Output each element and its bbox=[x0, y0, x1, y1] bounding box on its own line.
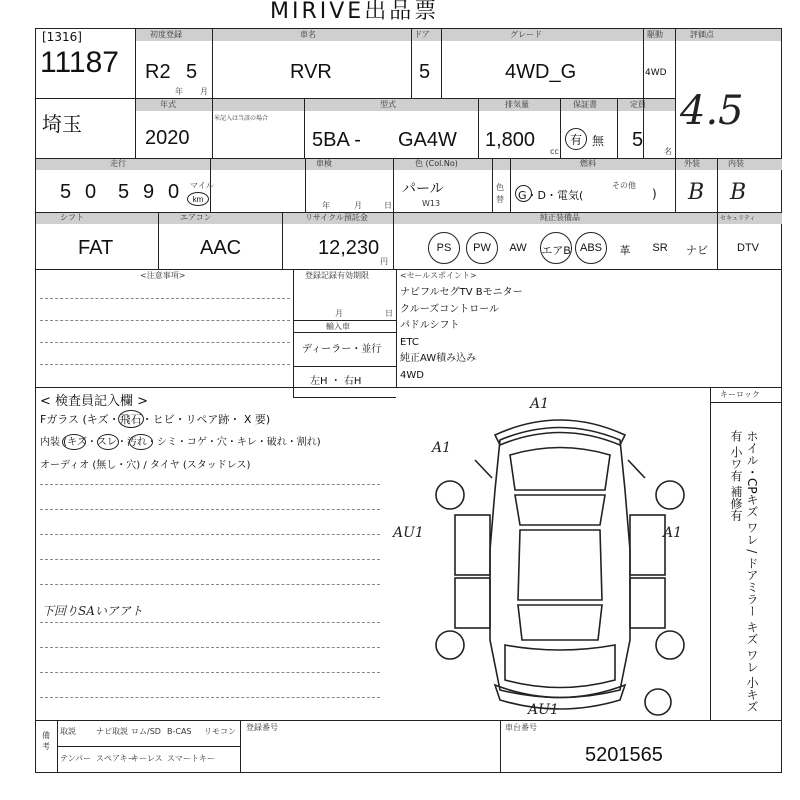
label-hyoka: 評価点 bbox=[690, 30, 714, 39]
sales-point: ナビフルセグTV Bモニター bbox=[400, 287, 523, 298]
fuel-options: G・D・電気( bbox=[518, 189, 584, 202]
accessory-item: リモコン bbox=[204, 727, 236, 736]
inspector-note: 下回りSAいアアト bbox=[42, 604, 143, 618]
label-security: セキュリティ bbox=[720, 215, 756, 222]
door-count: 5 bbox=[419, 61, 431, 83]
accessory-item: キーレス bbox=[131, 754, 163, 763]
equipment-item: ナビ bbox=[686, 245, 708, 257]
fuel-close: ) bbox=[652, 187, 657, 201]
equipment-item: PS bbox=[436, 242, 452, 254]
label-sales: <セールスポイント> bbox=[400, 271, 477, 280]
right-rear-wheel bbox=[656, 631, 684, 659]
label-nen2: 年 bbox=[322, 201, 330, 210]
accessory-item: スペアキー bbox=[96, 754, 136, 763]
grade: 4WD_G bbox=[505, 61, 577, 83]
interior-line: 内装 (キズ・スレ・汚れ・シミ・コゲ・穴・キレ・破れ・割れ) bbox=[40, 437, 321, 448]
label-kilo: キーロック bbox=[720, 390, 760, 399]
label-aircon: エアコン bbox=[180, 213, 212, 222]
lot-code: [1316] bbox=[42, 30, 82, 44]
aircon-type: AAC bbox=[200, 237, 242, 259]
dealer-line: ディーラー・並行 bbox=[302, 344, 382, 355]
label-shamei: 車名 bbox=[300, 30, 316, 39]
right-front-wheel bbox=[656, 481, 684, 509]
mark-front-left: A1 bbox=[432, 440, 452, 456]
hood bbox=[510, 448, 610, 491]
reg-era: R2 bbox=[145, 61, 171, 83]
label-tsuki2: 月 bbox=[354, 201, 362, 210]
trunk bbox=[505, 645, 615, 688]
sales-point: 4WD bbox=[400, 369, 424, 381]
label-haikiryo: 排気量 bbox=[505, 100, 529, 109]
spare-wheel bbox=[645, 689, 671, 715]
color-code: W13 bbox=[422, 199, 441, 208]
rear-bumper bbox=[495, 685, 625, 709]
accessory-item: 取説 bbox=[60, 727, 76, 736]
equipment-item: SR bbox=[652, 242, 668, 254]
label-kensa: < 検査員記入欄 > bbox=[40, 394, 149, 409]
label-grade: グレード bbox=[510, 30, 542, 39]
label-nenshiki: 年式 bbox=[160, 100, 176, 109]
warranty-yes: 有 bbox=[569, 132, 582, 147]
label-door: ドア bbox=[414, 30, 430, 39]
mileage-digit: 5 bbox=[118, 181, 130, 203]
warranty-yes-circle bbox=[565, 128, 587, 150]
windshield-line: Fガラス (キズ・飛石・ヒビ・リペア跡・ X 要) bbox=[40, 413, 271, 426]
model-prefix: 5BA - bbox=[312, 129, 361, 151]
displacement: 1,800 bbox=[485, 129, 536, 151]
right-rear-door bbox=[630, 578, 665, 628]
label-nen: 年 bbox=[175, 87, 183, 96]
sales-point: ETC bbox=[400, 336, 419, 348]
model-code: GA4W bbox=[398, 129, 457, 151]
accessory-item: スマートキー bbox=[167, 754, 215, 763]
mileage-digit: 9 bbox=[143, 181, 155, 203]
label-junsei: 純正装備品 bbox=[540, 213, 580, 222]
interior-grade: B bbox=[730, 180, 747, 205]
label-touroku: 登録記録有効期限 bbox=[305, 271, 369, 280]
equipment-item: AW bbox=[509, 242, 527, 254]
left-rear-door bbox=[455, 578, 490, 628]
label-sonota: その他 bbox=[612, 181, 636, 190]
accessory-item: ナビ取説 bbox=[96, 727, 128, 736]
accessory-item: ロム/SD bbox=[131, 727, 161, 736]
equipment-item: エアB bbox=[541, 245, 571, 257]
label-mile: マイル bbox=[190, 181, 214, 190]
windshield bbox=[515, 495, 605, 525]
equipment-item: DTV bbox=[737, 242, 759, 254]
km-unit: km bbox=[192, 194, 204, 204]
label-iro: 色 (Col.No) bbox=[415, 159, 458, 168]
label-bikou: 備考 bbox=[42, 731, 50, 751]
score: 4.5 bbox=[680, 88, 744, 134]
label-shift: シフト bbox=[60, 213, 84, 222]
chassis-number: 5201565 bbox=[585, 744, 663, 766]
dealer-label: 輸入車 bbox=[326, 322, 350, 331]
sales-point: 純正AW積み込み bbox=[400, 353, 477, 364]
rear-window bbox=[518, 605, 602, 640]
front-bumper bbox=[495, 420, 625, 445]
label-kudo: 駆動 bbox=[647, 30, 663, 39]
sales-point: パドルシフト bbox=[400, 320, 460, 331]
label-recycle: リサイクル預託金 bbox=[305, 213, 368, 222]
lot-number: 11187 bbox=[40, 46, 119, 79]
model-year: 2020 bbox=[145, 127, 190, 149]
accessory-item: B-CAS bbox=[167, 727, 192, 736]
mark-left: AU1 bbox=[393, 525, 424, 541]
label-nichi2: 日 bbox=[385, 309, 393, 318]
car-damage-diagram bbox=[420, 400, 700, 720]
reg-month: 5 bbox=[186, 61, 198, 83]
warranty-no: 無 bbox=[592, 134, 605, 148]
accessory-item: テンパー bbox=[60, 754, 92, 763]
mileage bbox=[50, 180, 200, 206]
mark-rear: AU1 bbox=[528, 702, 559, 718]
capacity: 5 bbox=[632, 129, 644, 151]
label-iro-kae: 色替 bbox=[496, 183, 504, 204]
mileage-digit: 0 bbox=[168, 181, 180, 203]
label-teiin: 定員 bbox=[630, 100, 646, 109]
label-nenryo: 燃料 bbox=[580, 159, 596, 168]
label-hoshosho: 保証書 bbox=[573, 100, 597, 109]
car-body-outline bbox=[490, 428, 630, 698]
recycle-fee: 12,230 bbox=[318, 237, 380, 259]
label-sokou: 走行 bbox=[110, 159, 126, 168]
audio-line: オーディオ (無し・穴) / タイヤ (スタッドレス) bbox=[40, 460, 251, 471]
drive-type: 4WD bbox=[645, 68, 667, 78]
label-tourokubango: 登録番号 bbox=[246, 723, 278, 732]
equipment-item: PW bbox=[473, 242, 491, 254]
mileage-digit: 0 bbox=[85, 181, 97, 203]
label-katashiki: 型式 bbox=[380, 100, 396, 109]
right-front-door bbox=[630, 515, 665, 575]
label-naiso: 内装 bbox=[728, 159, 744, 168]
side-note: ホイル・CPキズ ワレ / ドアミラー キズ ワレ 小キズ有 小ワ有 補修有 bbox=[729, 430, 759, 713]
km-circle bbox=[187, 192, 209, 206]
label-en: 円 bbox=[380, 257, 388, 266]
car-name: RVR bbox=[290, 61, 332, 83]
handle-line: 左H ・ 右H bbox=[310, 376, 362, 387]
roof bbox=[518, 530, 602, 600]
left-front-door bbox=[455, 515, 490, 575]
label-gaiso: 外装 bbox=[684, 159, 700, 168]
color: パール bbox=[402, 181, 444, 197]
doc-title: MIRIVE出品票 bbox=[270, 0, 440, 24]
label-chui: <注意事項> bbox=[140, 271, 186, 280]
mark-front: A1 bbox=[530, 396, 550, 412]
sales-point: クルーズコントロール bbox=[400, 303, 499, 315]
left-front-wheel bbox=[436, 481, 464, 509]
label-shadai: 車台番号 bbox=[505, 723, 537, 732]
label-shaken: 車検 bbox=[316, 159, 332, 168]
equipment-item: ABS bbox=[579, 242, 602, 254]
label-tsuki: 月 bbox=[200, 87, 208, 96]
left-rear-wheel bbox=[436, 631, 464, 659]
shift-type: FAT bbox=[78, 237, 114, 259]
label-ninchi: 米記入は当該の場合 bbox=[214, 115, 269, 122]
prefecture: 埼玉 bbox=[42, 112, 82, 136]
label-cc: cc bbox=[550, 147, 559, 156]
mark-right: A1 bbox=[663, 525, 683, 541]
mileage-digit: 5 bbox=[60, 181, 72, 203]
label-nichi: 日 bbox=[384, 201, 392, 210]
label-shodo: 初度登録 bbox=[150, 30, 182, 39]
sales-points bbox=[400, 285, 523, 384]
equipment-item: 革 bbox=[619, 245, 631, 257]
exterior-grade: B bbox=[688, 180, 705, 205]
label-mei: 名 bbox=[664, 147, 672, 156]
label-tsuki3: 月 bbox=[335, 309, 343, 318]
